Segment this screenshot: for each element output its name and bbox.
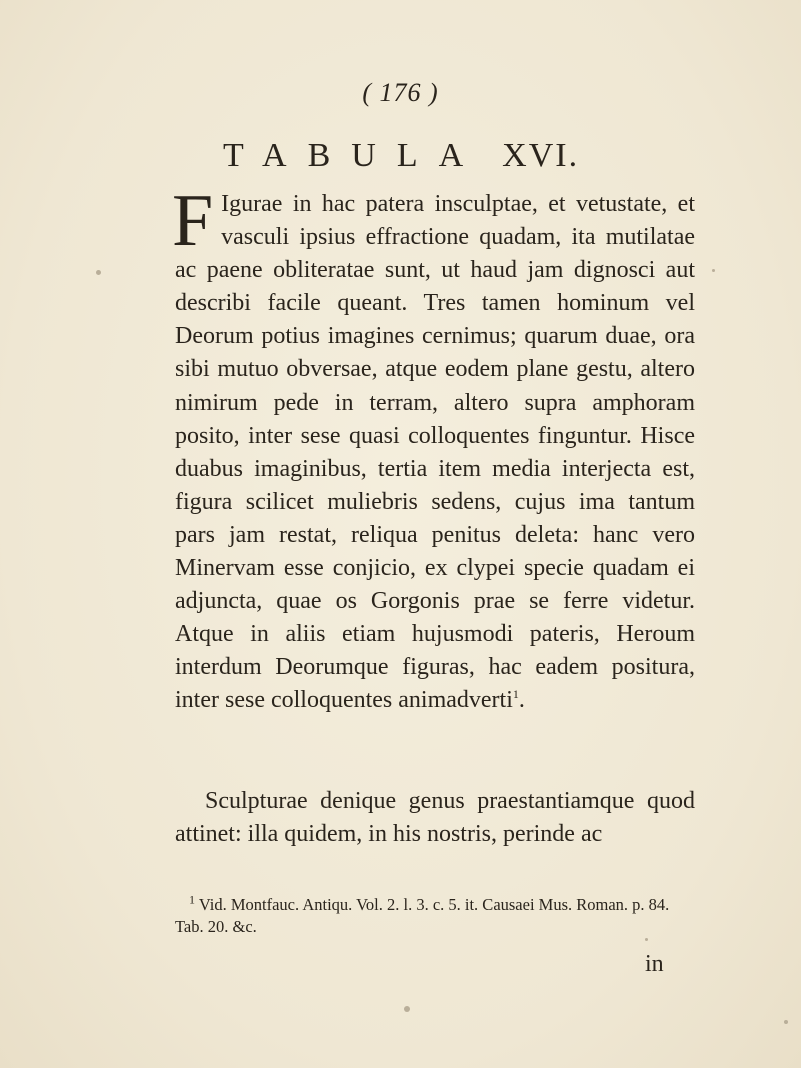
drop-cap: F <box>172 180 214 262</box>
catchword: in <box>645 951 664 977</box>
footnote-reference: 1 <box>512 687 519 702</box>
plate-title-word: TABULA <box>223 137 485 174</box>
paper-speck <box>712 269 715 272</box>
page-number: ( 176 ) <box>362 78 439 107</box>
paper-speck <box>96 270 101 275</box>
plate-title <box>223 137 663 175</box>
main-paragraph-text: Igurae in hac patera insculptae, et vetustate, et vasculi ipsius effractione quadam, ita mutilatae ac paene obliteratae sunt, ut haud jam dignosci aut describi facile queant. Tres tamen hominum vel Deorum potius imagines cernimus; quarum duae, ora sibi mutuo obversae, atque eodem plane gestu, altero nimirum pede in terram, altero supra amphoram posito, inter sese quasi colloquentes finguntur. Hisce duabus imaginibus, tertia item media interjecta est, figura scilicet muliebris sedens, cujus ima tantum pars jam restat, reliqua penitus deleta: hanc vero Minervam esse conjicio, ex clypei specie quadam ei adjuncta, quae os Gorgonis prae se ferre videtur. Atque in aliis etiam hujusmodi pateris, Heroum interdum Deorumque figuras, hac eadem positura, inter sese colloquentes animadverti <box>175 191 695 714</box>
paper-speck <box>645 938 648 941</box>
paper-speck <box>404 1006 410 1012</box>
footnote <box>175 894 695 938</box>
main-paragraph <box>172 180 695 718</box>
footnote-text: Vid. Montfauc. Antiqu. Vol. 2. l. 3. c. 5. it. Causaei Mus. Roman. p. 84. Tab. 20. &c. <box>175 895 670 936</box>
main-paragraph-end: . <box>518 687 525 714</box>
plate-title-number: XVI. <box>502 137 580 174</box>
second-paragraph: Sculpturae denique genus praestantiamque quod attinet: illa quidem, in his nostris, perinde ac <box>175 788 695 848</box>
footnote-mark: 1 <box>189 892 195 907</box>
paper-speck <box>784 1020 788 1024</box>
